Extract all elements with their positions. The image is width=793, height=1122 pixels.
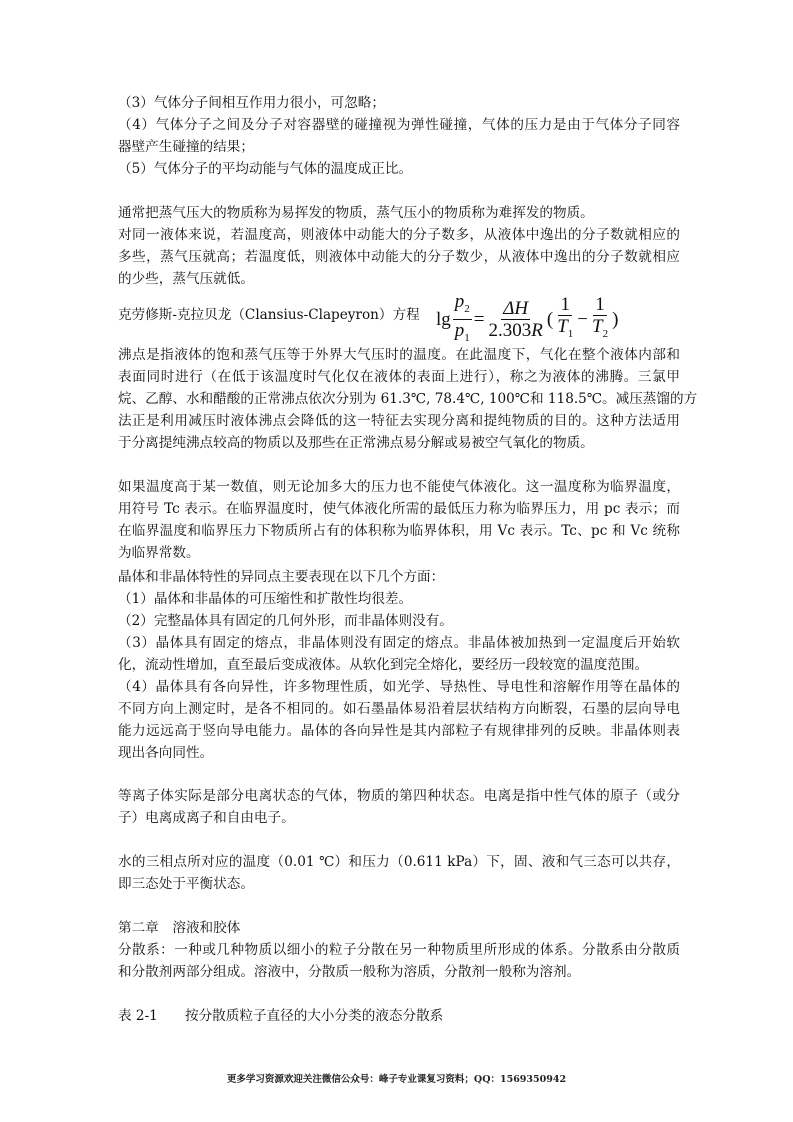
text-line: 对同一液体来说，若温度高，则液体中动能大的分子数多，从液体中逸出的分子数就相应的 [118,227,680,243]
page-footer: 更多学习资源欢迎关注微信公众号：峰子专业课复习资料；QQ：1569350942 [226,1074,567,1085]
paragraph [118,917,680,939]
text-line: 即三态处于平衡状态。 [118,876,254,892]
paragraph [118,476,680,564]
text-line: 法正是利用减压时液体沸点会降低的这一特征去实现分离和提纯物质的目的。这种方法适用 [118,413,680,429]
numerator-one: 1 [595,294,605,316]
left-paren: ( [546,309,554,331]
text-line: （5）气体分子的平均动能与气体的温度成正比。 [118,161,413,177]
text-line: 器壁产生碰撞的结果； [118,139,254,155]
text-line: 如果温度高于某一数值，则无论加多大的压力也不能使气体液化。这一温度称为临界温度， [118,479,680,495]
paragraph [118,588,680,610]
delta-h: ΔH [503,297,529,319]
t2-sub: 2 [602,328,609,341]
paragraph [118,344,698,454]
text-line: 在临界温度和临界压力下物质所占有的体积称为临界体积，用 Vc 表示。Tc、pc 和 Vc 统称 [118,523,680,539]
paragraph [118,224,680,290]
text-line: 于分离提纯沸点较高的物质以及那些在正常沸点易分解或易被空气氧化的物质。 [118,435,594,451]
t1: T [557,316,568,338]
text-line: （4）晶体具有各向异性，许多物理性质，如光学、导热性、导电性和溶解作用等在晶体的 [118,679,680,695]
paragraph [118,851,680,895]
text-line: 子）电离成离子和自由电子。 [118,810,295,826]
text-line: 第二章 溶液和胶体 [118,920,241,936]
text-line: （2）完整晶体具有固定的几何外形，而非晶体则没有。 [118,613,453,629]
paragraph [118,1005,680,1027]
paragraph [118,632,680,676]
paragraph [118,158,680,180]
p1-sub: 1 [464,331,470,344]
t2: T [591,316,603,338]
text-line: 的少些，蒸气压就低。 [118,271,254,287]
t1-sub: 1 [567,328,574,341]
lg-symbol: lg [436,309,451,331]
text-line: 多些，蒸气压就高；若温度低，则液体中动能大的分子数少，从液体中逸出的分子数就相应 [118,249,680,265]
text-line: 现出各向同性。 [118,745,214,761]
pressure-ratio [453,292,472,349]
right-paren: ) [612,309,619,331]
paragraph [118,610,680,632]
paragraph [118,114,680,158]
inverse-t1 [555,295,575,345]
paragraph [118,202,680,224]
text-line: 等离子体实际是部分电离状态的气体，物质的第四种状态。电离是指中性气体的原子（或分 [118,788,680,804]
text-line: 通常把蒸气压大的物质称为易挥发的物质，蒸气压小的物质称为难挥发的物质。 [118,205,594,221]
text-line: 用符号 Tc 表示。在临界温度时，使气体液化所需的最低压力称为临界压力，用 pc 表示；而 [118,501,680,517]
equation-label: 克劳修斯-克拉贝龙（Clansius-Clapeyron）方程 [118,307,420,323]
inverse-t2 [590,295,610,345]
text-line: 沸点是指液体的饱和蒸气压等于外界大气压时的温度。在此温度下，气化在整个液体内部和 [118,347,680,363]
clausius-clapeyron-equation [118,291,680,344]
gas-constant-r: R [531,319,543,341]
text-line: 表面同时进行（在低于该温度时气化仅在液体的表面上进行），称之为液体的沸腾。三氯甲 [118,369,680,385]
text-line: 水的三相点所对应的温度（0.01 ℃）和压力（0.611 kPa）下，固、液和气三态可以共存， [118,854,680,870]
equation-formula [436,292,618,349]
text-line: 能力远远高于竖向导电能力。晶体的各向异性是其内部粒子有规律排列的反映。非晶体则表 [118,723,680,739]
text-line: 和分散剂两部分组成。溶液中，分散质一般称为溶质，分散剂一般称为溶剂。 [118,964,581,980]
text-line: 表 2-1 按分散质粒子直径的大小分类的液态分散系 [118,1008,444,1024]
p2: p [454,291,465,312]
paragraph [118,676,680,764]
constant-2303: 2.303 [488,319,532,341]
minus-sign: − [577,309,588,331]
text-line: 晶体和非晶体特性的异同点主要表现在以下几个方面： [118,569,445,585]
text-line: 化，流动性增加，直至最后变成液体。从软化到完全熔化，要经历一段较宽的温度范围。 [118,657,649,673]
enthalpy-fraction [487,299,545,342]
paragraph [118,785,680,829]
text-line: （3）晶体具有固定的熔点，非晶体则没有固定的熔点。非晶体被加热到一定温度后开始软 [118,635,680,651]
paragraph [118,92,680,114]
text-line: 不同方向上测定时，是各不相同的。如石墨晶体易沿着层状结构方向断裂，石墨的层向导电 [118,701,680,717]
p1: p [454,319,465,341]
text-line: 分散系：一种或几种物质以细小的粒子分散在另一种物质里所形成的体系。分散系由分散质 [118,942,680,958]
text-line: 为临界常数。 [118,545,200,561]
paragraph [118,939,680,983]
text-line: 烷、乙醇、水和醋酸的正常沸点依次分别为 61.3℃, 78.4℃, 100℃和 118.5℃。减压蒸馏的方 [118,391,698,407]
text-line: （1）晶体和非晶体的可压缩性和扩散性均很差。 [118,591,413,607]
equals-sign: = [473,309,485,331]
text-line: （4）气体分子之间及分子对容器壁的碰撞视为弹性碰撞，气体的压力是由于气体分子同容 [118,117,680,133]
text-line: （3）气体分子间相互作用力很小，可忽略； [118,95,385,111]
p2-sub: 2 [464,302,470,315]
numerator-one: 1 [560,294,570,316]
paragraph [118,566,680,588]
